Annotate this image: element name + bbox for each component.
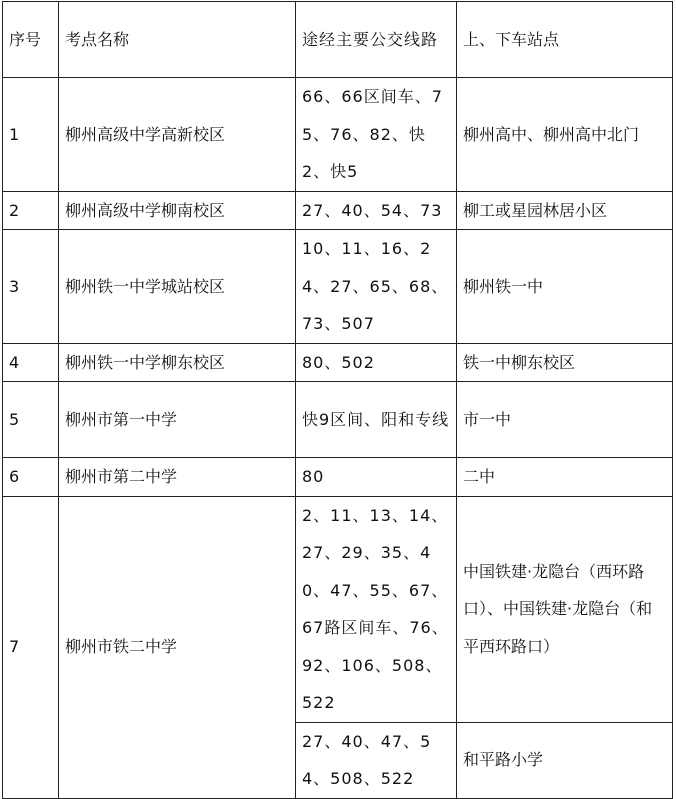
table-row (3, 343, 673, 382)
header-routes (296, 2, 457, 78)
row-index: 1 (3, 78, 59, 192)
table-row (3, 458, 673, 497)
row-routes (296, 230, 457, 344)
row-routes-text: 27、40、54、73 (302, 200, 443, 220)
row-stops: 柳工或星园林居小区 (457, 191, 673, 230)
header-stops: 上、下车站点 (457, 2, 673, 78)
row-routes-text: 快9区间、阳和专线 (302, 409, 450, 429)
header-site: 考点名称 (59, 2, 296, 78)
row-site: 柳州铁一中学柳东校区 (59, 343, 296, 382)
row-routes-text: 10、11、16、24、27、65、68、73、507 (302, 239, 449, 333)
row-site: 柳州市第一中学 (59, 382, 296, 458)
row-routes-text: 66、66区间车、75、76、82、快2、快5 (302, 87, 443, 181)
bus-route-table (2, 1, 673, 799)
row-routes (296, 382, 457, 458)
row-routes (296, 722, 457, 798)
row-routes (296, 78, 457, 192)
row-stops: 中国铁建·龙隐台（西环路口）、中国铁建·龙隐台（和平西环路口） (457, 496, 673, 722)
row-stops: 铁一中柳东校区 (457, 343, 673, 382)
row-routes-text: 2、11、13、14、27、29、35、40、47、55、67、67路区间车、76、92、106、508、522 (302, 505, 449, 712)
table-row (3, 230, 673, 344)
row-site: 柳州高级中学高新校区 (59, 78, 296, 192)
table-row (3, 191, 673, 230)
table-row (3, 496, 673, 722)
header-index: 序号 (3, 2, 59, 78)
row-site: 柳州市第二中学 (59, 458, 296, 497)
row-routes (296, 458, 457, 497)
table-row (3, 382, 673, 458)
row-stops: 二中 (457, 458, 673, 497)
row-index: 4 (3, 343, 59, 382)
row-stops: 柳州铁一中 (457, 230, 673, 344)
row-routes-text: 80 (302, 467, 325, 486)
row-index: 7 (3, 496, 59, 798)
row-routes (296, 343, 457, 382)
row-index: 2 (3, 191, 59, 230)
row-routes (296, 496, 457, 722)
row-routes-text: 27、40、47、54、508、522 (302, 731, 432, 788)
row-index: 6 (3, 458, 59, 497)
row-routes-text: 80、502 (302, 352, 375, 372)
row-routes (296, 191, 457, 230)
row-site: 柳州高级中学柳南校区 (59, 191, 296, 230)
row-index: 3 (3, 230, 59, 344)
row-site: 柳州市铁二中学 (59, 496, 296, 798)
row-stops: 柳州高中、柳州高中北门 (457, 78, 673, 192)
table-row (3, 78, 673, 192)
header-routes-label: 途经主要公交线路 (302, 29, 439, 49)
row-stops: 市一中 (457, 382, 673, 458)
row-index: 5 (3, 382, 59, 458)
row-stops: 和平路小学 (457, 722, 673, 798)
row-site: 柳州铁一中学城站校区 (59, 230, 296, 344)
table-header-row (3, 2, 673, 78)
